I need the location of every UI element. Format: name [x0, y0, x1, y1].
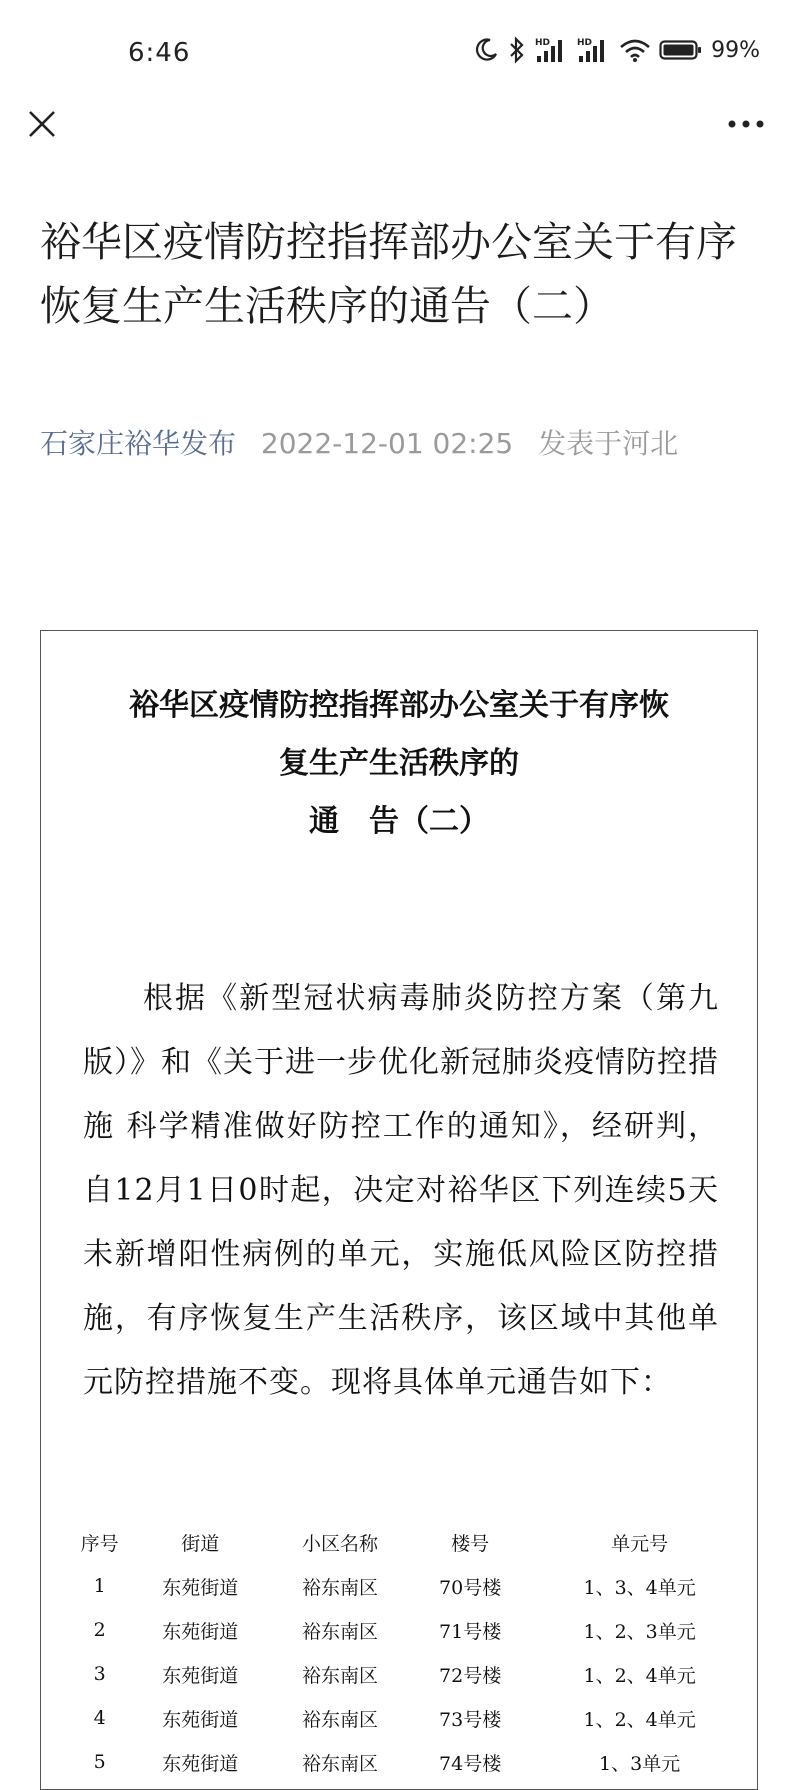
table-cell: 1、2、3单元 [583, 1620, 696, 1643]
table-cell: 1、3单元 [599, 1752, 681, 1775]
article-title: 裕华区疫情防控指挥部办公室关于有序恢复生产生活秩序的通告（二） [40, 218, 737, 330]
table-cell: 1、2、4单元 [583, 1664, 696, 1687]
table-cell: 74号楼 [439, 1752, 502, 1775]
document-title-line: 裕华区疫情防控指挥部办公室关于有序恢 [129, 688, 669, 723]
hd-signal-icon [577, 36, 611, 64]
wifi-icon [619, 37, 651, 63]
table-cell: 裕东南区 [302, 1664, 379, 1687]
table-cell: 东苑街道 [162, 1752, 239, 1775]
table-row [69, 1608, 749, 1652]
bluetooth-icon [507, 36, 527, 64]
more-button[interactable] [722, 104, 770, 144]
table-header: 街道 [181, 1532, 220, 1555]
more-icon[interactable] [722, 104, 770, 144]
status-icons [473, 36, 760, 64]
moon-icon [473, 37, 499, 63]
table-header: 小区名称 [302, 1532, 379, 1555]
table-cell: 4 [93, 1707, 106, 1729]
battery-icon [659, 38, 703, 62]
table-row [69, 1740, 749, 1784]
table-cell: 3 [93, 1663, 106, 1685]
table-row [69, 1564, 749, 1608]
table-cell: 东苑街道 [162, 1708, 239, 1731]
table-header: 单元号 [611, 1532, 669, 1555]
document-title [41, 677, 757, 851]
document-body: 根据《新型冠状病毒肺炎防控方案（第九版）》和《关于进一步优化新冠肺炎疫情防控措施 科学精准做好防控工作的通知》，经研判，自12月1日0时起，决定对裕华区下列连续5天未新增阳性病例的单元，实施低风险区防控措施，有序恢复生产生活秩序，该区域中其他单元防控措施不变。现将具体单元通告如下： [83, 981, 719, 1400]
close-icon[interactable] [22, 104, 62, 144]
unit-table [69, 1520, 749, 1784]
table-row [69, 1652, 749, 1696]
publish-date: 2022-12-01 02:25 [260, 427, 514, 460]
table-cell: 71号楼 [439, 1620, 502, 1643]
table-header: 楼号 [451, 1532, 490, 1555]
table-cell: 1、2、4单元 [583, 1708, 696, 1731]
table-cell: 裕东南区 [302, 1620, 379, 1643]
article-meta [40, 422, 678, 462]
table-cell: 东苑街道 [162, 1576, 239, 1599]
table-cell: 72号楼 [439, 1664, 502, 1687]
document-title-line: 复生产生活秩序的 [279, 746, 519, 781]
top-bar [0, 100, 800, 150]
author-link[interactable]: 石家庄裕华发布 [40, 427, 237, 460]
table-cell: 73号楼 [439, 1708, 502, 1731]
close-button[interactable] [22, 104, 62, 144]
table-header: 序号 [80, 1532, 119, 1555]
svg-text:HD: HD [535, 38, 551, 48]
table-cell: 1、3、4单元 [583, 1576, 696, 1599]
table-cell: 70号楼 [439, 1576, 502, 1599]
svg-text:HD: HD [577, 38, 593, 48]
table-cell: 1 [93, 1575, 106, 1597]
table-cell: 5 [93, 1751, 106, 1773]
status-bar [0, 0, 800, 100]
table-header-row [69, 1520, 749, 1564]
document-image [40, 630, 758, 1790]
table-cell: 裕东南区 [302, 1576, 379, 1599]
status-time: 6:46 [128, 38, 191, 68]
table-cell: 2 [93, 1619, 106, 1641]
table-row [69, 1696, 749, 1740]
table-cell: 裕东南区 [302, 1752, 379, 1775]
table-cell: 东苑街道 [162, 1620, 239, 1643]
battery-percent: 99% [711, 37, 760, 63]
publish-location: 发表于河北 [538, 427, 679, 460]
hd-signal-icon [535, 36, 569, 64]
table-cell: 裕东南区 [302, 1708, 379, 1731]
document-title-line: 通 告（二） [309, 804, 489, 839]
table-cell: 东苑街道 [162, 1664, 239, 1687]
